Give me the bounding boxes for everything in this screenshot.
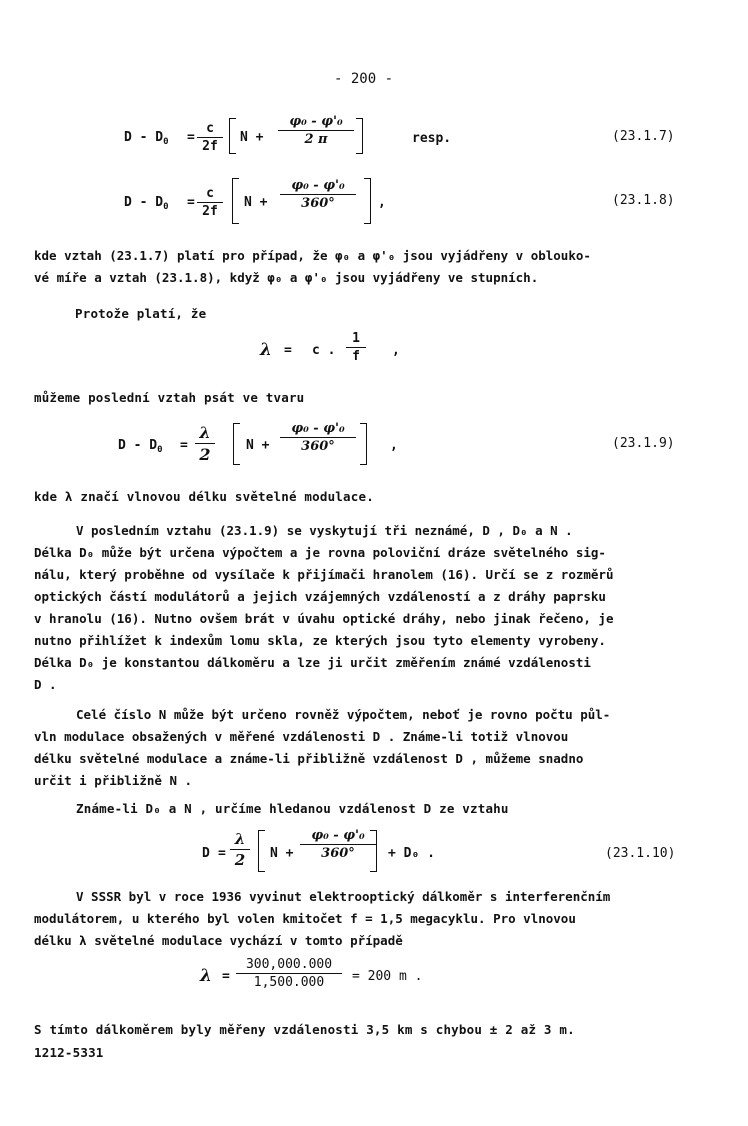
fraction-lambda-over-2: $\frac{\lambda}{2}$ — [195, 423, 215, 464]
paragraph-2 — [34, 520, 613, 696]
phase-fraction: $\frac{\text{φ₀ - φ'₀}}{360^\circ}$ — [280, 421, 356, 454]
comma: , — [390, 438, 398, 453]
lambda-definition: kde λ značí vlnovou délku světelné modulace. — [34, 489, 374, 504]
equation-number: (23.1.7) — [612, 129, 675, 144]
text-line: V posledním vztahu (23.1.9) se vyskytují tři neznámé, D , D₀ a N . — [76, 523, 573, 538]
fraction-speed-over-frequency: $\frac{300,000.000}{1,500.000}$ — [236, 957, 342, 990]
left-bracket — [232, 178, 239, 224]
paragraph-3 — [34, 704, 610, 792]
eq-sign: = — [284, 343, 292, 358]
eq-sign: = — [187, 195, 195, 210]
left-bracket — [229, 118, 236, 154]
phase-fraction: $\frac{\text{φ₀ - φ'₀}}{2 \pi}$ — [278, 114, 354, 147]
text-line: v hranolu (16). Nutno ovšem brát v úvahu optické dráhy, nebo jinak řečeno, je — [34, 611, 614, 626]
lambda-symbol: λ — [200, 966, 212, 986]
eq-lhs: D - $D_0$ — [124, 195, 169, 212]
text-line: modulátorem, u kterého byl volen kmitočet f = 1,5 megacyklu. Pro vlnovou — [34, 911, 576, 926]
lambda-symbol: λ — [260, 340, 272, 360]
intro-line: Protože platí, že — [75, 306, 207, 321]
eq-lhs: D - $D_0$ — [124, 130, 169, 147]
n-term: N + — [246, 438, 270, 453]
paragraph-1 — [34, 245, 591, 289]
right-bracket — [370, 830, 377, 872]
n-term: N + — [244, 195, 268, 210]
eq-lhs: D — [202, 846, 210, 861]
text-line: Celé číslo N může být určeno rovněž výpočtem, neboť je rovno počtu půl- — [76, 707, 611, 722]
fraction-c-over-2f: $\frac{c}{2f}$ — [197, 121, 223, 154]
intro-line: můžeme poslední vztah psát ve tvaru — [34, 390, 305, 405]
right-bracket — [360, 423, 367, 465]
n-term: N + — [270, 846, 294, 861]
text-line: V SSSR byl v roce 1936 vyvinut elektrooptický dálkoměr s interferenčním — [76, 889, 611, 904]
text-line: určit i přibližně N . — [34, 773, 193, 788]
eq-sign: = — [218, 846, 226, 861]
equation-number: (23.1.8) — [612, 193, 675, 208]
fraction-c-over-2f: $\frac{c}{2f}$ — [197, 186, 223, 219]
eq-lhs: D - $D_0$ — [118, 438, 163, 455]
print-code: 1212-5331 — [34, 1045, 104, 1060]
text-line: délku λ světelné modulace vychází v tomto případě — [34, 933, 403, 948]
text-line: optických částí modulátorů a jejich vzájemných vzdáleností a z dráhy paprsku — [34, 589, 606, 604]
text-line: D . — [34, 677, 57, 692]
phase-fraction: $\frac{\text{φ₀ - φ'₀}}{360^\circ}$ — [280, 178, 356, 211]
phase-fraction: $\frac{\text{φ₀ - φ'₀}}{360^\circ}$ — [300, 828, 376, 861]
resp-label: resp. — [412, 131, 452, 146]
comma: , — [378, 195, 386, 210]
eq-sign: = — [222, 969, 230, 984]
paragraph-4: Známe-li D₀ a N , určíme hledanou vzdálenost D ze vztahu — [76, 801, 509, 816]
text-line: vé míře a vztah (23.1.8), když φ₀ a φ'₀ jsou vyjádřeny ve stupních. — [34, 270, 539, 285]
plus-d0: + D₀ . — [388, 846, 435, 861]
final-sentence: S tímto dálkoměrem byly měřeny vzdálenosti 3,5 km s chybou ± 2 až 3 m. — [34, 1022, 575, 1037]
comma: , — [392, 343, 400, 358]
eq-sign: = — [180, 438, 188, 453]
text-line: Délka D₀ může být určena výpočtem a je rovna poloviční dráze světelného sig- — [34, 545, 606, 560]
text-line: délku světelné modulace a známe-li přibližně vzdálenost D , můžeme snadno — [34, 751, 584, 766]
right-bracket — [356, 118, 363, 154]
eq-sign: = — [187, 130, 195, 145]
text-line: nutno přihlížet k indexům lomu skla, ze kterých jsou tyto elementy vyrobeny. — [34, 633, 606, 648]
text-line: Délka D₀ je konstantou dálkoměru a lze ji určit změřením známé vzdálenosti — [34, 655, 591, 670]
right-bracket — [364, 178, 371, 224]
equation-number: (23.1.9) — [612, 436, 675, 451]
fraction-1-over-f: $\frac{1}{f}$ — [346, 331, 366, 364]
n-term: N + — [240, 130, 264, 145]
paragraph-5 — [34, 886, 610, 952]
equation-number: (23.1.10) — [605, 846, 676, 861]
page-number: - 200 - — [334, 71, 394, 87]
text-line: nálu, který proběhne od vysílače k přijímači hranolem (16). Určí se z rozměrů — [34, 567, 614, 582]
fraction-lambda-over-2: $\frac{\lambda}{2}$ — [230, 830, 250, 869]
text-line: kde vztah (23.1.7) platí pro případ, že φ₀ a φ'₀ jsou vyjádřeny v oblouko- — [34, 248, 591, 263]
text-line: vln modulace obsažených v měřené vzdálenosti D . Známe-li totiž vlnovou — [34, 729, 569, 744]
result: = 200 m . — [352, 969, 423, 984]
left-bracket — [258, 830, 265, 872]
left-bracket — [233, 423, 240, 465]
c-term: c . — [312, 343, 336, 358]
